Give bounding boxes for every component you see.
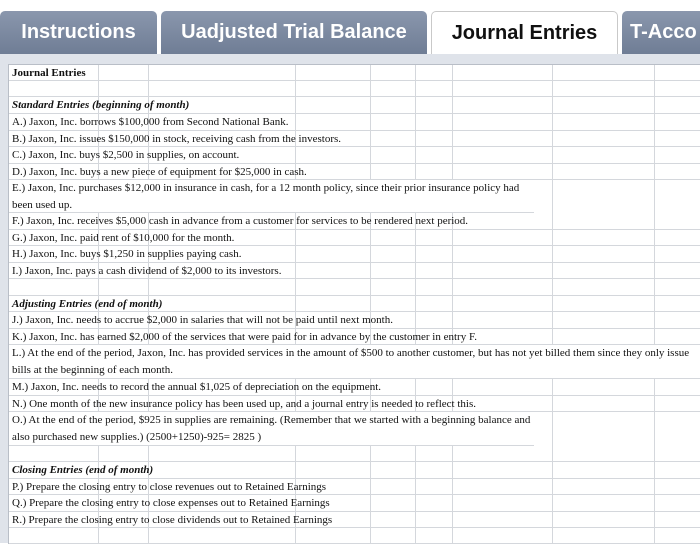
standard-heading-text: Standard Entries (beginning of month) <box>12 99 190 111</box>
entry-text: M.) Jaxon, Inc. needs to record the annual $1,025 of depreciation on the equipment. <box>12 381 381 393</box>
entry-n[interactable] <box>9 396 700 412</box>
closing-heading-text: Closing Entries (end of month) <box>12 464 154 476</box>
entry-text: A.) Jaxon, Inc. borrows $100,000 from Second National Bank. <box>12 116 289 128</box>
empty-row[interactable] <box>9 81 700 97</box>
entry-j[interactable] <box>9 312 700 329</box>
adjusting-heading-text: Adjusting Entries (end of month) <box>12 298 163 310</box>
entry-f[interactable] <box>9 213 700 230</box>
closing-entries-heading[interactable] <box>9 462 700 479</box>
entry-text: C.) Jaxon, Inc. buys $2,500 in supplies, on account. <box>12 149 240 161</box>
entry-text: I.) Jaxon, Inc. pays a cash dividend of $2,000 to its investors. <box>12 265 282 277</box>
empty-row[interactable] <box>9 528 700 544</box>
entry-c[interactable] <box>9 147 700 164</box>
entry-o[interactable] <box>9 412 534 446</box>
sheet-title: Journal Entries <box>12 67 86 79</box>
standard-entries-heading[interactable] <box>9 97 700 114</box>
entry-text: B.) Jaxon, Inc. issues $150,000 in stock, receiving cash from the investors. <box>12 133 342 145</box>
entry-h[interactable] <box>9 246 700 263</box>
entry-a[interactable] <box>9 114 700 131</box>
entry-l[interactable] <box>9 345 700 379</box>
tab-journal-entries[interactable]: Journal Entries <box>431 11 618 54</box>
entry-text: P.) Prepare the closing entry to close revenues out to Retained Earnings <box>12 481 327 493</box>
entry-text: L.) At the end of the period, Jaxon, Inc. has provided services in the amount of $500 to another customer, but has not yet billed them since they only issue bills at the beginning of each month. <box>12 347 690 376</box>
entry-b[interactable] <box>9 131 700 147</box>
tab-unadjusted-trial-balance[interactable]: Uadjusted Trial Balance <box>161 11 427 54</box>
entry-text: D.) Jaxon, Inc. buys a new piece of equipment for $25,000 in cash. <box>12 166 307 178</box>
sheet-tab-bar <box>0 0 700 54</box>
entry-text: O.) At the end of the period, $925 in supplies are remaining. (Remember that we started with a beginning balance and also purchased new supplies.) (2500+1250)-925= 2825 ) <box>12 414 531 443</box>
sheet-title-cell[interactable] <box>9 65 700 81</box>
empty-row[interactable] <box>9 279 700 296</box>
entry-text: E.) Jaxon, Inc. purchases $12,000 in insurance in cash, for a 12 month policy, since their prior insurance policy had been used up. <box>12 182 520 211</box>
entry-r[interactable] <box>9 512 700 528</box>
tab-t-accounts[interactable]: T-Acco <box>622 11 700 54</box>
entry-text: Q.) Prepare the closing entry to close expenses out to Retained Earnings <box>12 497 330 509</box>
entry-g[interactable] <box>9 230 700 246</box>
spreadsheet-area <box>0 54 700 543</box>
worksheet-grid[interactable] <box>8 64 700 544</box>
entry-text: K.) Jaxon, Inc. has earned $2,000 of the services that were paid for in advance by the customer in entry F. <box>12 331 477 343</box>
adjusting-entries-heading[interactable] <box>9 296 700 312</box>
entry-text: J.) Jaxon, Inc. needs to accrue $2,000 in salaries that will not be paid until next month. <box>12 314 393 326</box>
empty-row[interactable] <box>9 446 700 462</box>
entry-d[interactable] <box>9 164 700 180</box>
entry-text: F.) Jaxon, Inc. receives $5,000 cash in advance from a customer for services to be rendered next period. <box>12 215 469 227</box>
entry-p[interactable] <box>9 479 700 495</box>
entry-e[interactable] <box>9 180 534 213</box>
entry-text: H.) Jaxon, Inc. buys $1,250 in supplies paying cash. <box>12 248 242 260</box>
entry-q[interactable] <box>9 495 700 512</box>
entry-i[interactable] <box>9 263 700 279</box>
entry-text: G.) Jaxon, Inc. paid rent of $10,000 for the month. <box>12 232 235 244</box>
entry-k[interactable] <box>9 329 700 345</box>
tab-instructions[interactable]: Instructions <box>0 11 157 54</box>
entry-m[interactable] <box>9 379 700 396</box>
entry-text: R.) Prepare the closing entry to close dividends out to Retained Earnings <box>12 514 333 526</box>
entry-text: N.) One month of the new insurance policy has been used up, and a journal entry is needed to reflect this. <box>12 398 476 410</box>
